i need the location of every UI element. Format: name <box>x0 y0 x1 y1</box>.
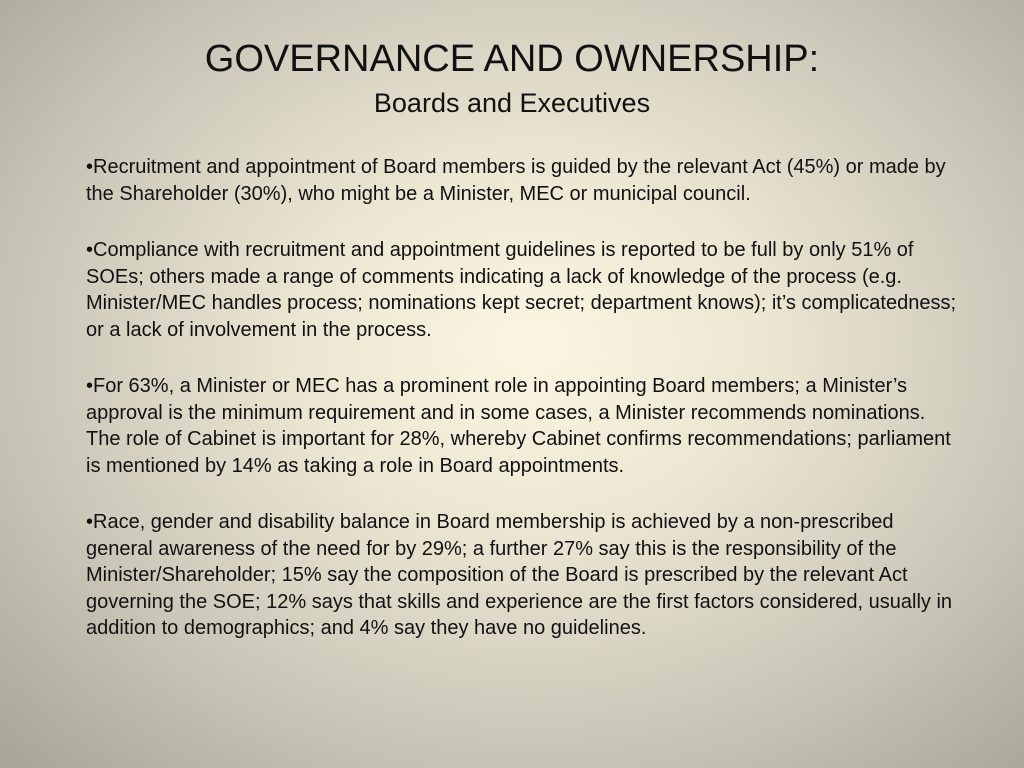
slide-subtitle: Boards and Executives <box>373 88 651 118</box>
title-block <box>0 36 1024 120</box>
slide-title: GOVERNANCE AND OWNERSHIP: <box>204 38 820 80</box>
bullet-item: •Race, gender and disability balance in Board membership is achieved by a non-prescribed general awareness of the need for by 29%; a further 27% say this is the responsibility of the Minister/Shareholder; 15% say the composition of the Board is prescribed by the relevant Act governing the SOE; 12% says that skills and experience are the first factors considered, usually in addition to demographics; and 4% say they have no guidelines. <box>86 511 953 639</box>
bullet-item: •Compliance with recruitment and appointment guidelines is reported to be full by only 51% of SOEs; others made a range of comments indicating a lack of knowledge of the process (e.g. Minister/MEC handles process; nominations kept secret; department knows); it’s complicatedness; or a lack of involvement in the process. <box>86 239 957 341</box>
bullet-item: •For 63%, a Minister or MEC has a prominent role in appointing Board members; a Minister’s approval is the minimum requirement and in some cases, a Minister recommends nominations. The role of Cabinet is important for 28%, whereby Cabinet confirms recommendations; parliament is mentioned by 14% as taking a role in Board appointments. <box>86 375 951 477</box>
bullet-item: •Recruitment and appointment of Board members is guided by the relevant Act (45%) or made by the Shareholder (30%), who might be a Minister, MEC or municipal council. <box>86 156 946 205</box>
bullet-list <box>86 154 956 672</box>
